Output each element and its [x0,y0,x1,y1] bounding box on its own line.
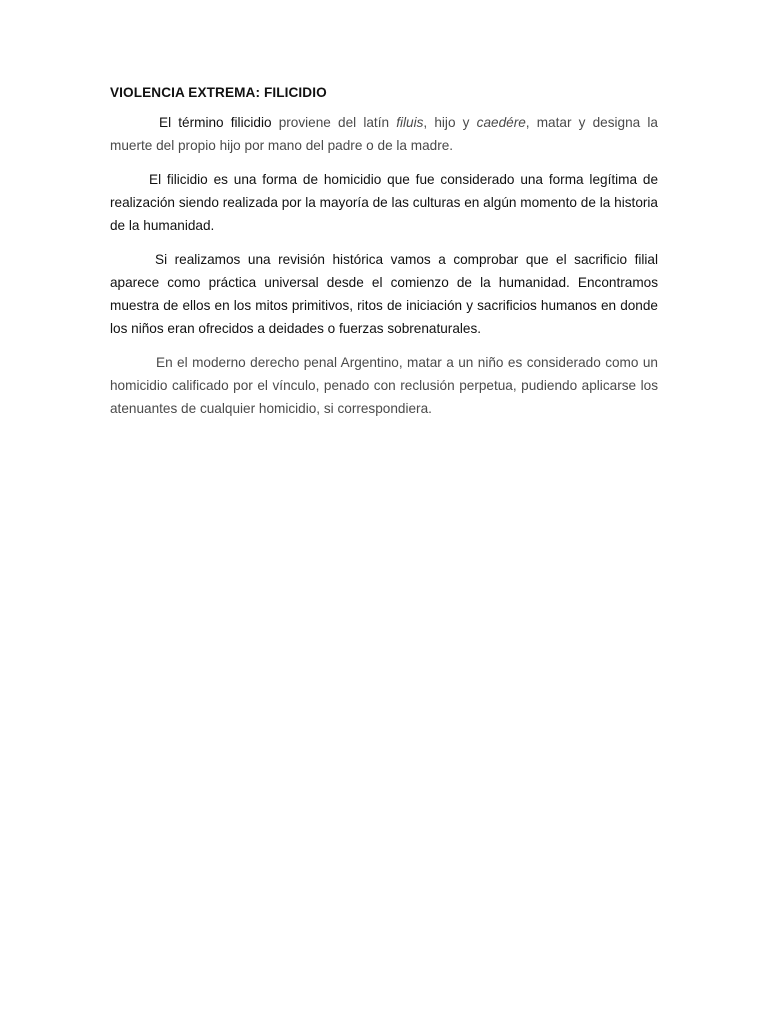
p1-part-d: , hijo y [423,115,477,130]
document-body [110,83,658,431]
paragraph-definition [110,111,658,157]
paragraph-historical-review: Si realizamos una revisión histórica vamos a comprobar que el sacrificio filial aparece como práctica universal desde el comienzo de la humanidad. Encontramos muestra de ellos en los mitos primitivos, ritos de iniciación y sacrificios humanos en donde los niños eran ofrecidos a deidades o fuerzas sobrenaturales. [110,252,658,336]
p1-part-a: El término filicidio [159,115,272,130]
p1-part-b: proviene del latín [271,115,397,130]
paragraph-homicide-form: El filicidio es una forma de homicidio que fue considerado una forma legítima de realización siendo realizada por la mayoría de las culturas en algún momento de la historia de la humanidad. [110,172,658,233]
p1-term-caedere: caedére [476,115,526,130]
p1-part-f: , matar y designa la muerte del propio hijo por mano del padre o de la madre. [110,115,658,153]
p1-term-filuis: filuis [396,115,424,130]
document-title: VIOLENCIA EXTREMA: FILICIDIO [110,85,327,100]
paragraph-argentine-law: En el moderno derecho penal Argentino, matar a un niño es considerado como un homicidio calificado por el vínculo, penado con reclusión perpetua, pudiendo aplicarse los atenuantes de cualquier homicidio, si correspondiera. [110,355,658,416]
